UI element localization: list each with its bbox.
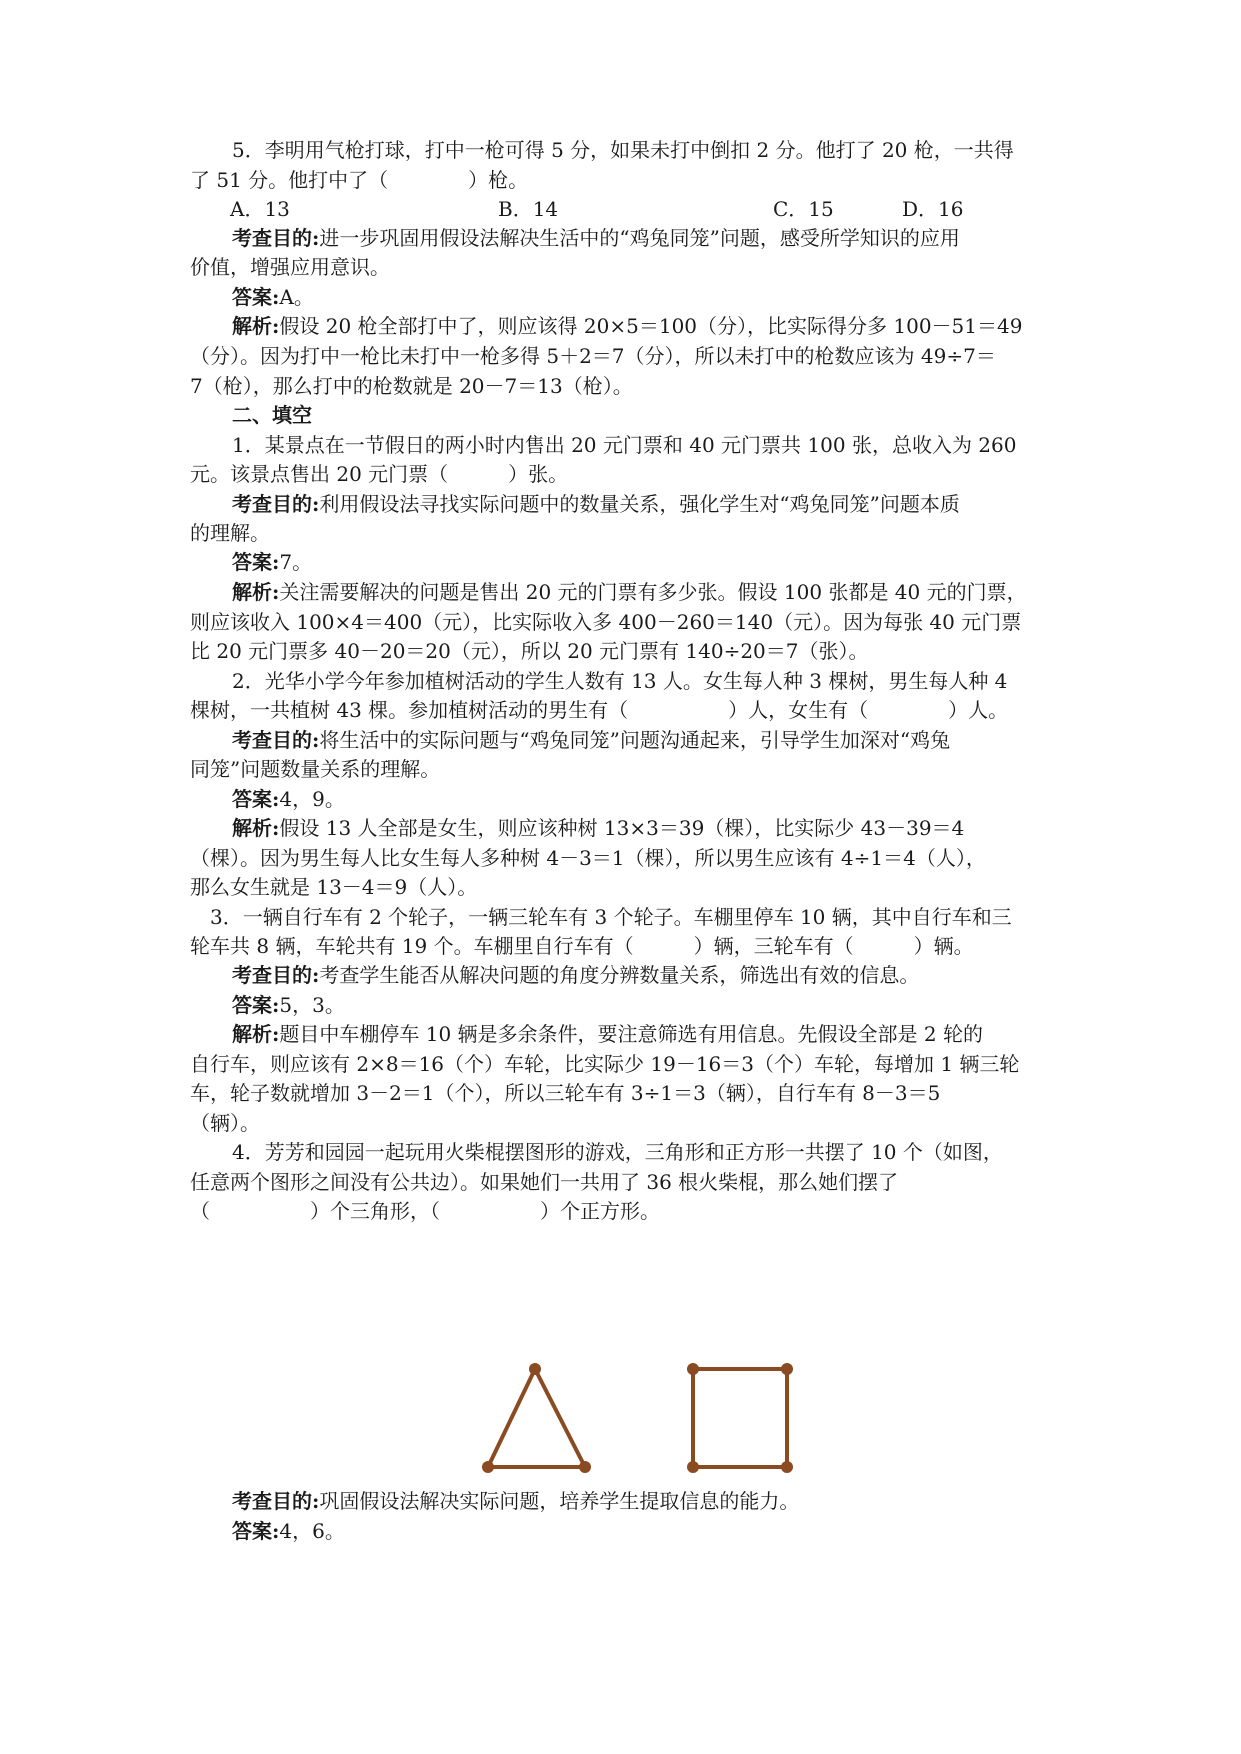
answer-text: 4，9。 [279,787,345,811]
answer-label: 答案: [232,285,280,309]
matchstick-shapes [463,1357,798,1479]
purpose-label: 考查目的: [232,963,320,987]
purpose-text: 将生活中的实际问题与“鸡兔同笼”问题沟通起来，引导学生加深对“鸡兔 [319,728,951,752]
option-a: A．13 [230,197,290,221]
fill-1-line-2: 元。该景点售出 20 元门票（ ）张。 [190,462,569,486]
triangle-vertex [579,1461,591,1473]
fill-2-line-1: 2．光华小学今年参加植树活动的学生人数有 13 人。女生每人种 3 棵树，男生每人种 4 [232,669,1008,693]
fill-1-analysis-line-2: 则应该收入 100×4＝400（元），比实际收入多 400－260＝140（元）。因为每张 40 元门票 [190,610,1022,634]
answer-text: 7。 [279,550,313,574]
analysis-label: 解析: [232,816,280,840]
fill-2-answer [232,783,1060,815]
question-5-purpose-line-2: 价值，增强应用意识。 [190,255,390,279]
triangle-vertex [529,1363,541,1375]
analysis-label: 解析: [232,314,280,338]
analysis-text: 假设 20 枪全部打中了，则应该得 20×5＝100（分），比实际得分多 100－51＝49 [279,314,1023,338]
fill-1-answer [232,546,1060,578]
answer-text: 5，3。 [279,993,345,1017]
answer-label: 答案: [232,1519,280,1543]
fill-4-line-2: 任意两个图形之间没有公共边）。如果她们一共用了 36 根火柴棍，那么她们摆了 [190,1170,899,1194]
fill-1-analysis-line-3: 比 20 元门票多 40－20＝20（元），所以 20 元门票有 140÷20＝7（张）。 [190,639,869,663]
fill-3-purpose [232,959,1060,991]
matchstick-triangle [488,1369,585,1467]
purpose-text: 利用假设法寻找实际问题中的数量关系，强化学生对“鸡兔同笼”问题本质 [319,492,960,516]
fill-2-analysis [232,812,1060,844]
analysis-text: 关注需要解决的问题是售出 20 元的门票有多少张。假设 100 张都是 40 元的门票， [279,580,1027,604]
fill-3-answer [232,989,1060,1021]
square-vertex [781,1461,793,1473]
question-5-analysis [232,310,1060,342]
purpose-text: 考查学生能否从解决问题的角度分辨数量关系，筛选出有效的信息。 [319,963,920,987]
fill-2-purpose-line-2: 同笼”问题数量关系的理解。 [190,757,441,781]
fill-1-purpose [232,488,1060,520]
purpose-label: 考查目的: [232,492,320,516]
fill-4-line-1: 4．芳芳和园园一起玩用火柴棍摆图形的游戏，三角形和正方形一共摆了 10 个（如图， [232,1140,1003,1164]
square-vertex [687,1363,699,1375]
answer-label: 答案: [232,993,280,1017]
square-vertex [781,1363,793,1375]
option-d: D．16 [902,197,964,221]
fill-3-line-1: 3．一辆自行车有 2 个轮子，一辆三轮车有 3 个轮子。车棚里停车 10 辆，其中自行车和三 [210,905,1012,929]
purpose-label: 考查目的: [232,1489,320,1513]
fill-3-analysis-line-2: 自行车，则应该有 2×8＝16（个）车轮，比实际少 19－16＝3（个）车轮，每增加 1 辆三轮 [190,1052,1020,1076]
analysis-text: 假设 13 人全部是女生，则应该种树 13×3＝39（棵），比实际少 43－39＝4 [279,816,965,840]
fill-1-line-1: 1．某景点在一节假日的两小时内售出 20 元门票和 40 元门票共 100 张，总收入为 260 [232,433,1017,457]
fill-2-analysis-line-3: 那么女生就是 13－4＝9（人）。 [190,875,478,899]
purpose-text: 进一步巩固用假设法解决生活中的“鸡兔同笼”问题，感受所学知识的应用 [319,226,960,250]
fill-4-answer [232,1515,1060,1547]
fill-4-line-3: （ ）个三角形，（ ）个正方形。 [190,1199,660,1223]
fill-3-analysis [232,1018,1060,1050]
fill-3-analysis-line-4: （辆）。 [190,1111,260,1135]
fill-1-purpose-line-2: 的理解。 [190,521,270,545]
section-heading-fill-in: 二、填空 [232,403,312,427]
answer-label: 答案: [232,550,280,574]
fill-2-analysis-line-2: （棵）。因为男生每人比女生每人多种树 4－3＝1（棵），所以男生应该有 4÷1＝4（人）， [190,846,986,870]
answer-text: A。 [279,285,314,309]
fill-3-line-2: 轮车共 8 辆，车轮共有 19 个。车棚里自行车有（ ）辆，三轮车有（ ）辆。 [190,934,974,958]
matchstick-square [693,1369,787,1467]
question-5-line-2: 了 51 分。他打中了（ ）枪。 [190,168,529,192]
fill-1-analysis [232,576,1060,608]
fill-3-analysis-line-3: 车，轮子数就增加 3－2＝1（个），所以三轮车有 3÷1＝3（辆），自行车有 8－3＝5 [190,1081,941,1105]
matchstick-figure [463,1357,798,1479]
analysis-text: 题目中车棚停车 10 辆是多余条件，要注意筛选有用信息。先假设全部是 2 轮的 [279,1022,983,1046]
question-5-analysis-line-2: （分）。因为打中一枪比未打中一枪多得 5＋2＝7（分），所以未打中的枪数应该为 49÷7＝ [190,344,996,368]
analysis-label: 解析: [232,1022,280,1046]
question-5-purpose [232,222,1060,254]
option-b: B．14 [498,197,559,221]
analysis-label: 解析: [232,580,280,604]
fill-2-purpose [232,724,1060,756]
question-5-analysis-line-3: 7（枪），那么打中的枪数就是 20－7＝13（枪）。 [190,374,633,398]
answer-text: 4，6。 [279,1519,345,1543]
purpose-text: 巩固假设法解决实际问题，培养学生提取信息的能力。 [319,1489,800,1513]
purpose-label: 考查目的: [232,226,320,250]
fill-4-purpose [232,1485,1060,1517]
square-vertex [687,1461,699,1473]
question-5-answer [232,281,1060,313]
purpose-label: 考查目的: [232,728,320,752]
question-5-line-1: 5．李明用气枪打球，打中一枪可得 5 分，如果未打中倒扣 2 分。他打了 20 枪，一共得 [232,138,1014,162]
triangle-vertex [482,1461,494,1473]
answer-label: 答案: [232,787,280,811]
fill-2-line-2: 棵树，一共植树 43 棵。参加植树活动的男生有（ ）人，女生有（ ）人。 [190,698,1009,722]
option-c: C．15 [773,197,834,221]
